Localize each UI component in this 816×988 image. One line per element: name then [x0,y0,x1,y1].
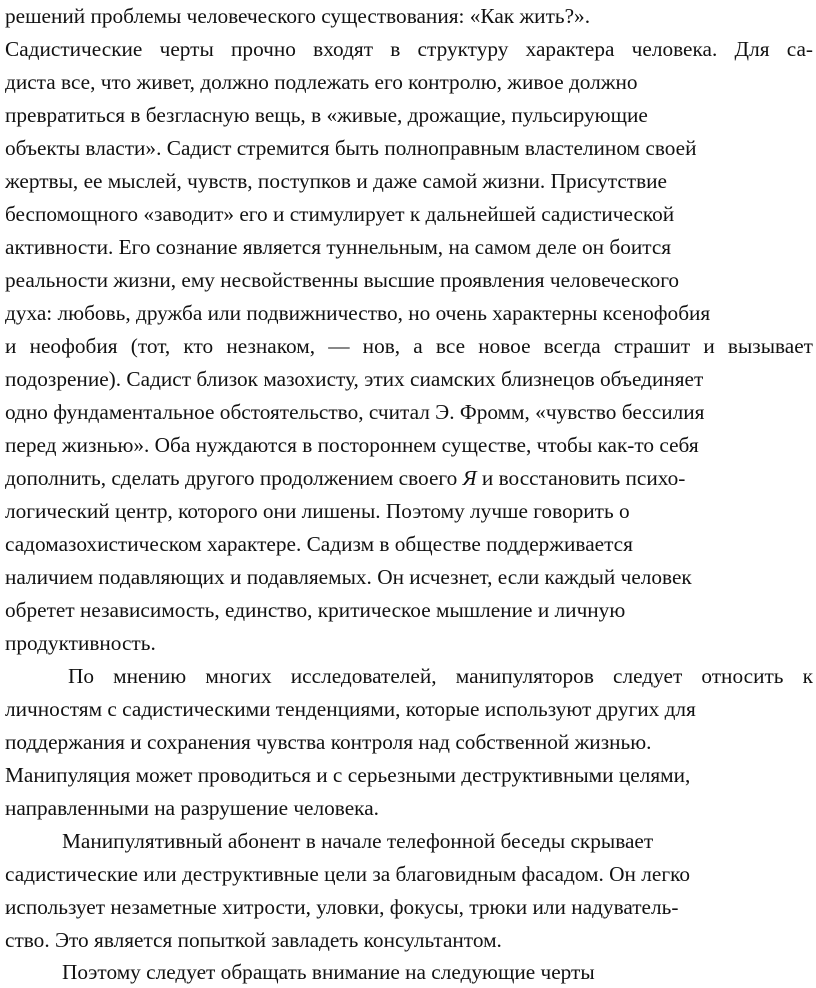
paragraph-first-line: Поэтому следует обращать внимание на следующие черты [62,960,595,984]
text-line: реальности жизни, ему несвойственны высшие проявления человеческого [5,268,680,292]
text-line: обретет независимость, единство, критическое мышление и личную [5,598,626,622]
text-line: ство. Это является попыткой завладеть консультантом. [5,928,502,952]
text-line: Манипуляция может проводиться и с серьезными деструктивными целями, [5,763,691,787]
text-line: поддержания и сохранения чувства контроля над собственной жизнью. [5,730,652,754]
text-line: решений проблемы человеческого существования: «Как жить?». [5,4,591,28]
text-line: беспомощного «заводит» его и стимулирует к дальнейшей садистической [5,202,675,226]
text-line: активности. Его сознание является туннельным, на самом деле он боится [5,235,672,259]
text-line: личностям с садистическими тенденциями, которые используют других для [5,697,696,721]
text-line: духа: любовь, дружба или подвижничество, но очень характерны ксенофобия [5,301,711,325]
text-line: и неофобия (тот, кто незнаком, — нов, а все новое всегда страшит и вызывает [5,334,813,358]
text-line: превратиться в безгласную вещь, в «живые, дрожащие, пульсирующие [5,103,648,127]
text-line: подозрение). Садист близок мазохисту, этих сиамских близнецов объединяет [5,367,704,391]
text-line: одно фундаментальное обстоятельство, считал Э. Фромм, «чувство бессилия [5,400,705,424]
italic-ya: Я [462,466,477,490]
text-line: объекты власти». Садист стремится быть полноправным властелином своей [5,136,697,160]
paragraph-first-line: Манипулятивный абонент в начале телефонной беседы скрывает [62,829,654,853]
text-line: перед жизнью». Оба нуждаются в постороннем существе, чтобы как-то себя [5,433,699,457]
text-line-with-italic [5,462,685,494]
text-line: садистические или деструктивные цели за благовидным фасадом. Он легко [5,862,691,886]
text-line: логический центр, которого они лишены. Поэтому лучше говорить о [5,499,630,523]
text-line: использует незаметные хитрости, уловки, фокусы, трюки или надуватель- [5,895,679,919]
text-line: наличием подавляющих и подавляемых. Он исчезнет, если каждый человек [5,565,692,589]
text-line: жертвы, ее мыслей, чувств, поступков и даже самой жизни. Присутствие [5,169,667,193]
text-segment: дополнить, сделать другого продолжением своего [5,466,458,490]
text-line: Садистические черты прочно входят в структуру характера человека. Для са- [5,37,813,61]
text-line: диста все, что живет, должно подлежать его контролю, живое должно [5,70,638,94]
text-line: продуктивность. [5,631,156,655]
text-segment: и восстановить психо- [476,466,686,490]
text-line: садомазохистическом характере. Садизм в обществе поддерживается [5,532,633,556]
paragraph-first-line: По мнению многих исследователей, манипуляторов следует относить к [68,664,813,688]
text-line: направленными на разрушение человека. [5,796,379,820]
